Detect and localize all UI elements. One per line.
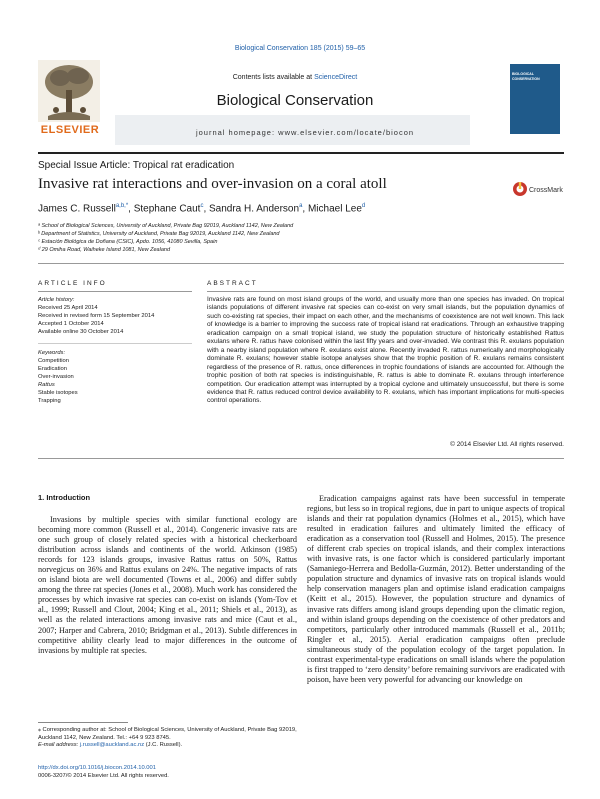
history-entry: Received 25 April 2014 bbox=[38, 305, 98, 311]
email-suffix: (J.C. Russell). bbox=[144, 742, 183, 748]
history-entry: Accepted 1 October 2014 bbox=[38, 321, 104, 327]
doi-block bbox=[38, 764, 169, 780]
keywords-label: Keywords: bbox=[38, 350, 66, 356]
keyword: Competition bbox=[38, 358, 69, 364]
history-label: Article history: bbox=[38, 297, 75, 303]
header-divider bbox=[38, 152, 564, 154]
author-affil-sup[interactable]: c bbox=[200, 203, 204, 209]
footnote-divider bbox=[38, 722, 128, 723]
history-entry: Available online 30 October 2014 bbox=[38, 329, 124, 335]
article-info-heading: ARTICLE INFO bbox=[38, 280, 107, 287]
author-affil-sup[interactable]: a,b,* bbox=[115, 203, 129, 209]
keyword: Eradication bbox=[38, 366, 68, 372]
email-line bbox=[38, 742, 297, 750]
body-column-left bbox=[38, 515, 297, 656]
section-heading: 1. Introduction bbox=[38, 493, 91, 502]
body-column-right bbox=[307, 494, 565, 685]
copyright-notice: © 2014 Elsevier Ltd. All rights reserved. bbox=[450, 441, 564, 448]
contents-prefix: Contents lists available at bbox=[232, 74, 315, 81]
footnote bbox=[38, 727, 297, 750]
cover-title: BIOLOGICAL CONSERVATION bbox=[512, 72, 540, 81]
homepage-url[interactable]: www.elsevier.com/locate/biocon bbox=[278, 128, 415, 137]
affiliation: ᶜ Estación Biológica de Doñana (CSIC), Apdo. 1056, 41080 Sevilla, Spain bbox=[38, 239, 218, 245]
body-paragraph: Eradication campaigns against rats have been successful in temperate regions, but less so in tropical regions, due in part to unique aspects of tropical islands and their rat population dynamics (Holmes et al., 2015), which have resulted in eradication failures and ultimately limited the efficacy of eradication as a conservation tool (Russell and Holmes, 2015). The presence of different crab species on tropical islands, and their complex interactions with invasive rats, is one factor which is considered particularly important (Samaniego-Herrera and Bedolla-Guzmán, 2012). Better understanding of the population structure and dynamics of invasive rats on tropical islands would help conservation managers plan and optimise island eradication campaigns (Keitt et al., 2015). However, the population structure and dynamics of invasive rats differs among island groups depending upon the climatic region, and within island groups depending on the coexistence of other predators and competitors, particularly other introduced mammals (Russell et al., 2011b; Ringler et al., 2015). Aerial eradication campaigns often preclude simultaneous study of the population ecology of the target population. In contrast experimental-type eradications on small islands where the population is first trapped to ‘zero density’ before remaining survivors are eradicated with poison, have been very powerful for advancing our knowledge on bbox=[307, 494, 565, 684]
author-name: Stephane Caut bbox=[133, 203, 201, 215]
article-title: Invasive rat interactions and over-invasion on a coral atoll bbox=[38, 176, 387, 192]
divider bbox=[38, 458, 564, 459]
email-label: E-mail address: bbox=[38, 742, 80, 748]
author-name: Sandra H. Anderson bbox=[209, 203, 300, 215]
divider bbox=[38, 263, 564, 264]
abstract-text: Invasive rats are found on most island groups of the world, and usually more than one species has invaded. On tropical islands populations of different invasive rat species can co-exist on very small islands, but the population dynamics of such co-existing rat species, their impact on each other, and the mechanisms of coexistence are not well known. This lack of knowledge is a barrier to improving the success rate of tropical island rat eradications. Through an exhaustive trapping eradication campaign on a small tropical island, we study the population structure of historically established Rattus exulans where R. rattus have colonised within the last fifty years and over-invaded. We contrast this R. exulans population with a nearby island population where R. exulans exist alone. Recently invaded R. rattus numerically and morphologically dominate R. exulans; however stable isotope analyses show that the trophic position of R. exulans remains consistent regardless of the presence of R. rattus, once differences in trophic foundations of islands are accounted for. Although the trophic position of both rat species is indistinguishable, R. rattus is able to dominate R. exulans through interference competition. Our eradication attempt was interrupted by a tropical cyclone and ultimately unsuccessful, but there is some evidence that R. rattus reduced control device availability to R. exulans, which has important implications for multi-species control operations. bbox=[207, 296, 564, 405]
doi-link[interactable]: http://dx.doi.org/10.1016/j.biocon.2014.10.001 bbox=[38, 765, 156, 771]
special-issue-label: Special Issue Article: Tropical rat eradication bbox=[38, 160, 235, 171]
journal-reference[interactable]: Biological Conservation 185 (2015) 59–65 bbox=[234, 45, 366, 52]
history-entry: Received in revised form 15 September 2014 bbox=[38, 313, 155, 319]
keyword: Trapping bbox=[38, 398, 61, 404]
affiliation: ᵈ 29 Omiha Road, Waiheke Island 1081, New Zealand bbox=[38, 247, 171, 253]
journal-title: Biological Conservation bbox=[216, 92, 374, 109]
keyword: Stable isotopes bbox=[38, 390, 78, 396]
author-affil-sup[interactable]: a bbox=[299, 203, 303, 209]
email-link[interactable]: j.russell@auckland.ac.nz bbox=[79, 742, 145, 748]
issn-line: 0006-3207/© 2014 Elsevier Ltd. All rights reserved. bbox=[38, 773, 169, 779]
abstract-heading: ABSTRACT bbox=[207, 280, 258, 287]
contents-line bbox=[140, 74, 450, 81]
author-affil-sup[interactable]: d bbox=[361, 203, 366, 209]
author-list: James C. Russell$^{a,b,*}$, Stephane Caut$^c$, Sandra H. Anderson$^a$, Michael Lee$^d$ bbox=[38, 203, 366, 215]
body-paragraph: Invasions by multiple species with similar functional ecology are becoming more common (Russell et al., 2014). Congeneric invasive rats are one such group of closely related species with a historical checkerboard distribution across islands and continents of the world. Atkinson (1985) records for 123 islands groups, invasive Rattus rattus on 50%, Rattus norvegicus on 36% and Rattus exulans on 24%. The negative impacts of rats on island biota are well documented (Towns et al., 2006) and differ subtly among the three rat species (Jones et al., 2008). Much work has considered the processes by which invasive rat species can co-exist on islands (Yom-Tov et al., 1999; Russell and Clout, 2004; King et al., 2011; Shiels et al., 2013), as well as the related interactions among invasive rats and mice (Caut et al., 2007; Harper and Cabrera, 2010; Bridgman et al., 2013). Subtle differences in competitive ability clearly lead to major differences in the outcome of invasions by multiple rat species. bbox=[38, 515, 297, 655]
sciencedirect-link[interactable]: ScienceDirect bbox=[314, 74, 358, 81]
crossmark-label: CrossMark bbox=[529, 187, 563, 194]
journal-homepage bbox=[140, 128, 470, 137]
corresponding-author-note: ⁎ Corresponding author at: School of Biological Sciences, University of Auckland, Private Bag 92019, Auckland 1142, New Zealand. Tel.: +64 9 923 8745. bbox=[38, 727, 297, 741]
author-name: Michael Lee bbox=[307, 203, 362, 215]
divider bbox=[38, 291, 192, 292]
author-name: James C. Russell bbox=[38, 203, 116, 215]
keyword: Over-invasion bbox=[38, 374, 74, 380]
affiliation: ᵇ Department of Statistics, University of Auckland, Private Bag 92019, Auckland 1142, New Zealand bbox=[38, 231, 280, 237]
divider bbox=[207, 291, 564, 292]
homepage-prefix: journal homepage: bbox=[195, 128, 279, 137]
publisher-name: ELSEVIER bbox=[40, 124, 100, 136]
keyword: Rattus bbox=[38, 382, 55, 388]
divider bbox=[38, 343, 192, 344]
crossmark-icon[interactable] bbox=[512, 181, 566, 197]
affiliation: ᵃ School of Biological Sciences, University of Auckland, Private Bag 92019, Auckland 1142, New Zealand bbox=[38, 223, 294, 229]
